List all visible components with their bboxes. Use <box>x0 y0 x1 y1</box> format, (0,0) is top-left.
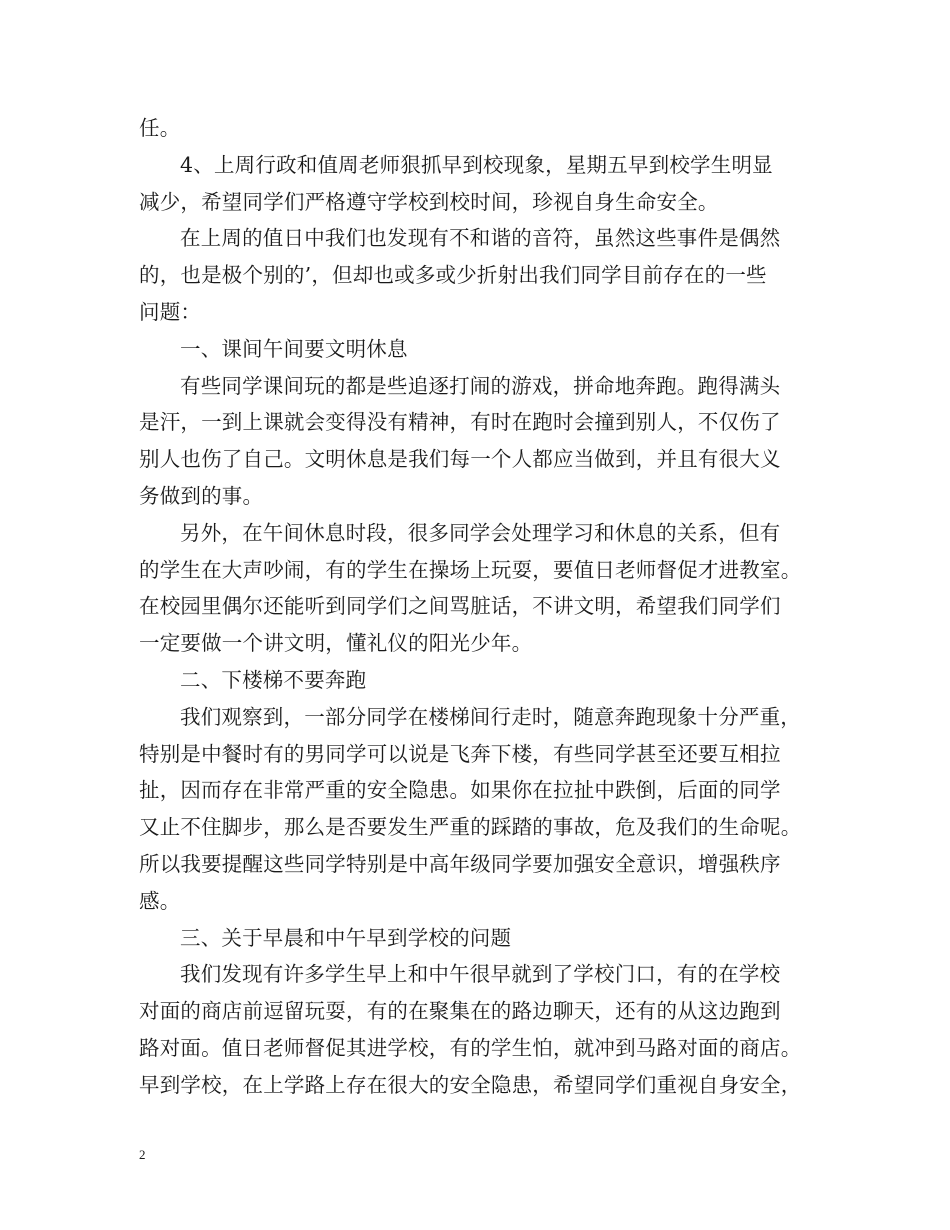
text-line: 路对面。值日老师督促其进学校，有的学生怕，就冲到马路对面的商店。 <box>139 1035 802 1060</box>
text-line: 的，也是极个别的’，但却也或多或少折射出我们同学目前存在的一些 <box>139 263 767 288</box>
text-line: 我们观察到，一部分同学在楼梯间行走时，随意奔跑现象十分严重， <box>180 704 801 729</box>
text-line: 的学生在大声吵闹，有的学生在操场上玩耍，要值日老师督促才进教室。 <box>139 557 802 582</box>
text-line: 别人也伤了自己。文明休息是我们每一个人都应当做到，并且有很大义 <box>139 447 781 472</box>
text-line: 是汗，一到上课就会变得没有精神，有时在跑时会撞到别人，不仅伤了 <box>139 410 781 435</box>
text-line: 扯，因而存在非常严重的安全隐患。如果你在拉扯中跌倒，后面的同学 <box>139 778 781 803</box>
text-line: 早到学校，在上学路上存在很大的安全隐患，希望同学们重视自身安全， <box>139 1072 802 1097</box>
text-line: 问题： <box>139 299 202 324</box>
text-line: 感。 <box>139 888 181 913</box>
text-line: 在校园里偶尔还能听到同学们之间骂脏话，不讲文明，希望我们同学们 <box>139 594 781 619</box>
document-body <box>139 110 815 1104</box>
text-line: 在上周的值日中我们也发现有不和谐的音符，虽然这些事件是偶然 <box>180 226 781 251</box>
text-line: 4、上周行政和值周老师狠抓早到校现象，星期五早到校学生明显 <box>180 152 773 177</box>
text-line: 有些同学课间玩的都是些追逐打闹的游戏，拼命地奔跑。跑得满头 <box>180 373 781 398</box>
text-line: 又止不住脚步，那么是否要发生严重的踩踏的事故，危及我们的生命呢。 <box>139 815 802 840</box>
text-line: 务做到的事。 <box>139 483 264 508</box>
page-number: 2 <box>139 1147 146 1162</box>
text-line: 一定要做一个讲文明，懂礼仪的阳光少年。 <box>139 631 533 656</box>
text-line: 另外，在午间休息时段，很多同学会处理学习和休息的关系，但有 <box>180 520 781 545</box>
text-line: 二、下楼梯不要奔跑 <box>180 667 367 692</box>
text-line: 减少，希望同学们严格遵守学校到校时间，珍视自身生命安全。 <box>139 189 719 214</box>
text-line: 我们发现有许多学生早上和中午很早就到了学校门口，有的在学校 <box>180 962 781 987</box>
text-line: 特别是中餐时有的男同学可以说是飞奔下楼，有些同学甚至还要互相拉 <box>139 741 781 766</box>
text-line: 对面的商店前逗留玩耍，有的在聚集在的路边聊天，还有的从这边跑到 <box>139 999 781 1024</box>
text-line: 任。 <box>139 116 181 140</box>
text-line: 所以我要提醒这些同学特别是中高年级同学要加强安全意识，增强秩序 <box>139 851 781 876</box>
text-line: 三、关于早晨和中午早到学校的问题 <box>180 925 512 950</box>
text-line: 一、课间午间要文明休息 <box>180 336 408 361</box>
